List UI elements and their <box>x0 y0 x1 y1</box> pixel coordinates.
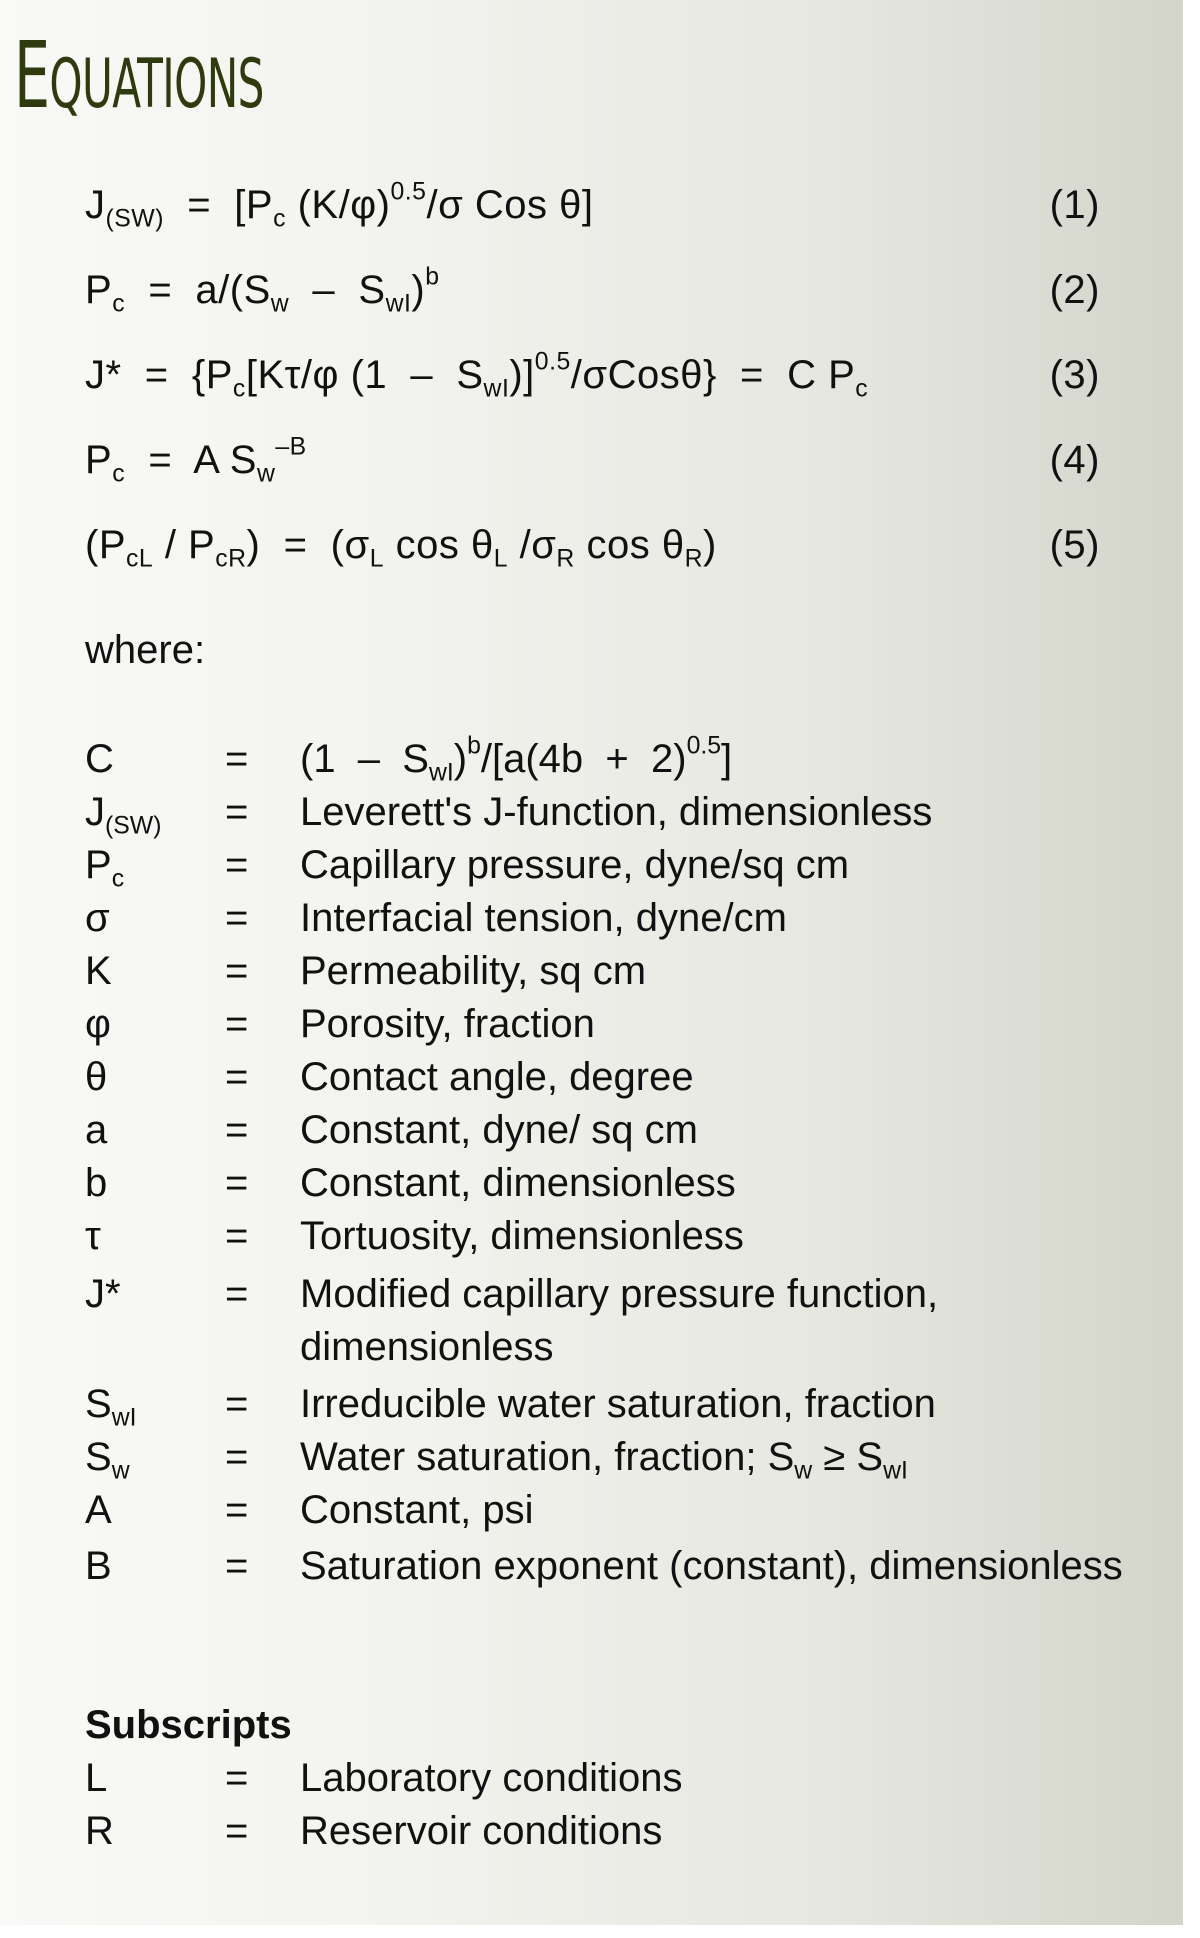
text-run: B <box>85 1544 112 1588</box>
equals-sign: = <box>225 1435 249 1479</box>
text-run: P <box>85 268 113 312</box>
definition-symbol <box>85 1104 107 1157</box>
subscript: c <box>112 460 126 488</box>
definition-text <box>300 1051 1160 1104</box>
equals-sign: = <box>225 1002 249 1046</box>
equals-sign: = <box>225 1809 249 1853</box>
subscript: c <box>232 375 246 403</box>
superscript: 0.5 <box>686 732 722 760</box>
superscript: 0.5 <box>390 178 427 206</box>
text-run: /σ Cos θ] <box>426 183 594 227</box>
text-run: (1 – S <box>300 737 429 781</box>
text-run: Tortuosity, dimensionless <box>300 1214 744 1258</box>
text-run: ] <box>721 737 733 781</box>
superscript: 0.5 <box>534 348 571 376</box>
definition-text <box>300 945 1160 998</box>
text-run: Saturation exponent (constant), dimensionless <box>300 1544 1123 1588</box>
text-run: Porosity, fraction <box>300 1002 595 1046</box>
text-run: Leverett's J-function, dimensionless <box>300 790 933 834</box>
phi-symbol <box>85 998 111 1051</box>
definition-symbol <box>85 1540 112 1593</box>
definition-text <box>300 786 1160 839</box>
text-run: Laboratory conditions <box>300 1756 683 1800</box>
text-run: / P <box>153 523 216 567</box>
text-run: Interfacial tension, dyne/cm <box>300 896 787 940</box>
equals-sign: = <box>225 1214 249 1258</box>
text-run: (P <box>85 523 126 567</box>
text-run: ) <box>453 737 468 781</box>
equation-expression <box>85 515 717 575</box>
text-run: P <box>85 843 112 887</box>
text-run: S <box>85 1435 112 1479</box>
equation-5 <box>85 515 1100 575</box>
definition-symbol <box>85 1378 137 1431</box>
text-run: S <box>85 1382 112 1426</box>
text-run: Constant, dyne/ sq cm <box>300 1108 698 1152</box>
text-run: J <box>85 790 105 834</box>
tau-symbol <box>85 1210 101 1263</box>
text-run: θ <box>85 1055 108 1099</box>
subscript: wI <box>483 375 510 403</box>
text-run: τ <box>85 1214 101 1258</box>
subscript: (SW) <box>105 205 164 233</box>
text-run: )] <box>509 353 535 397</box>
subscript: (SW) <box>105 812 162 840</box>
definition-symbol <box>85 733 114 786</box>
equals-sign: = <box>225 1488 249 1532</box>
text-run: /σCosθ} = C P <box>570 353 856 397</box>
text-run: /[a(4b + 2) <box>480 737 687 781</box>
definition-text <box>300 1484 1160 1537</box>
equation-number: (4) <box>1049 438 1100 482</box>
sigma-symbol <box>85 892 110 945</box>
equation-expression <box>85 345 868 405</box>
subscript: c <box>111 865 125 893</box>
definition-text <box>300 1752 1160 1805</box>
equation-number: (2) <box>1049 268 1100 312</box>
text-run: Permeability, sq cm <box>300 949 647 993</box>
text-run: a <box>85 1108 108 1152</box>
subscript: R <box>556 545 575 573</box>
text-run: L <box>85 1756 108 1800</box>
subscript: w <box>794 1457 813 1485</box>
definition-symbol <box>85 839 124 892</box>
subscript: R <box>684 545 703 573</box>
where-label: where: <box>85 628 206 672</box>
definition-text <box>300 1268 1160 1374</box>
subscript: L <box>369 545 384 573</box>
equation-expression <box>85 260 440 320</box>
text-run: (K/φ) <box>285 183 391 227</box>
text-run: = A S <box>125 438 257 482</box>
subscript: w <box>270 290 290 318</box>
definition-text <box>300 1431 1160 1484</box>
subscript: wI <box>883 1457 908 1485</box>
equation-1 <box>85 175 1100 235</box>
text-run: Irreducible water saturation, fraction <box>300 1382 936 1426</box>
definition-text <box>300 1104 1160 1157</box>
text-run: = a/(S <box>125 268 271 312</box>
equals-sign: = <box>225 1272 249 1316</box>
definition-symbol <box>85 1484 112 1537</box>
text-run: Modified capillary pressure function, dimensionless <box>300 1272 939 1369</box>
subscript: wI <box>111 1404 137 1432</box>
equals-sign: = <box>225 737 249 781</box>
subscript: wI <box>428 759 454 787</box>
subscript: c <box>112 290 126 318</box>
text-run: ) <box>411 268 426 312</box>
text-run: A <box>85 1488 112 1532</box>
definition-text <box>300 998 1160 1051</box>
equation-3 <box>85 345 1100 405</box>
superscript: –B <box>275 433 307 461</box>
equals-sign: = <box>225 1108 249 1152</box>
subscript: w <box>256 460 276 488</box>
text-run: Constant, psi <box>300 1488 534 1532</box>
equals-sign: = <box>225 896 249 940</box>
definition-text <box>300 892 1160 945</box>
definition-symbol <box>85 1805 114 1858</box>
text-run: Water saturation, fraction; S <box>300 1435 795 1479</box>
text-run: ≥ S <box>812 1435 884 1479</box>
text-run: J <box>85 183 106 227</box>
definition-text <box>300 1805 1160 1858</box>
text-run: P <box>85 438 113 482</box>
definition-symbol <box>85 1157 107 1210</box>
text-run: /σ <box>508 523 557 567</box>
equals-sign: = <box>225 949 249 993</box>
text-run: Reservoir conditions <box>300 1809 663 1853</box>
text-run: ) = (σ <box>246 523 370 567</box>
subscript: c <box>273 205 286 233</box>
definition-text <box>300 733 1160 786</box>
definition-text <box>300 1210 1160 1263</box>
equals-sign: = <box>225 1055 249 1099</box>
equation-expression <box>85 175 593 235</box>
text-run: b <box>85 1161 108 1205</box>
subscripts-heading: Subscripts <box>85 1703 292 1747</box>
text-run: J* <box>85 1272 121 1316</box>
page-title <box>14 22 264 129</box>
superscript: b <box>467 732 481 760</box>
text-run: Constant, dimensionless <box>300 1161 736 1205</box>
text-run: – S <box>289 268 386 312</box>
subscript: w <box>111 1457 130 1485</box>
equals-sign: = <box>225 1544 249 1588</box>
definition-text <box>300 1157 1160 1210</box>
equation-number: (3) <box>1049 353 1100 397</box>
equals-sign: = <box>225 1756 249 1800</box>
text-run: cos θ <box>574 523 685 567</box>
text-run: C <box>85 737 114 781</box>
equals-sign: = <box>225 843 249 887</box>
definition-text <box>300 1540 1160 1593</box>
equation-4 <box>85 430 1100 490</box>
text-run: Capillary pressure, dyne/sq cm <box>300 843 850 887</box>
definition-symbol <box>85 1752 107 1805</box>
title-initial: E <box>14 22 50 129</box>
text-run: φ <box>85 1002 111 1046</box>
subscript: L <box>493 545 508 573</box>
text-run: J* = {P <box>85 353 233 397</box>
title-rest: QUATIONS <box>49 45 264 124</box>
subscript: cL <box>126 545 154 573</box>
text-run: K <box>85 949 112 993</box>
theta-symbol <box>85 1051 107 1104</box>
superscript: b <box>425 263 440 291</box>
text-run: σ <box>85 896 110 940</box>
definition-text <box>300 1378 1160 1431</box>
definition-symbol <box>85 1431 130 1484</box>
equation-number: (5) <box>1049 523 1100 567</box>
definition-text <box>300 839 1160 892</box>
equation-expression <box>85 430 307 490</box>
definition-symbol <box>85 1268 121 1321</box>
equals-sign: = <box>225 1161 249 1205</box>
text-run: R <box>85 1809 114 1853</box>
text-run: [Kτ/φ (1 – S <box>245 353 484 397</box>
text-run: ) <box>702 523 717 567</box>
definition-symbol <box>85 786 161 839</box>
text-run: = [P <box>163 183 274 227</box>
equals-sign: = <box>225 1382 249 1426</box>
subscript: cR <box>215 545 247 573</box>
subscript: c <box>855 375 869 403</box>
equation-number: (1) <box>1049 183 1100 227</box>
equals-sign: = <box>225 790 249 834</box>
text-run: cos θ <box>383 523 494 567</box>
equation-2 <box>85 260 1100 320</box>
definition-symbol <box>85 945 112 998</box>
subscript: wI <box>385 290 412 318</box>
text-run: Contact angle, degree <box>300 1055 694 1099</box>
